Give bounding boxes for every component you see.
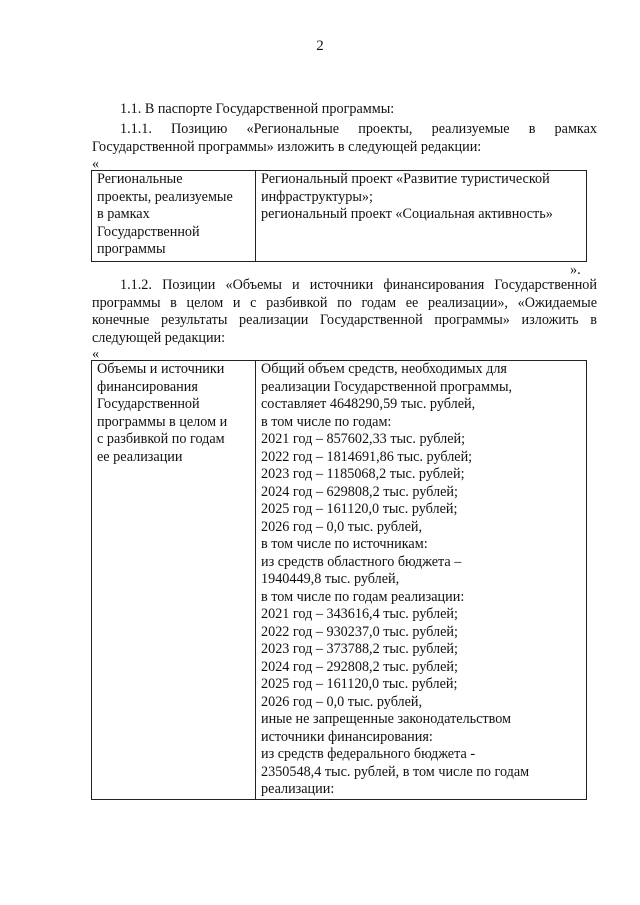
- table2-right-line: реализации:: [261, 781, 335, 797]
- regional-projects-table: [91, 170, 587, 262]
- table2-right-line: 2025 год – 161120,0 тыс. рублей;: [261, 501, 458, 517]
- table2-right-line: 2026 год – 0,0 тыс. рублей,: [261, 693, 423, 710]
- table-row: [92, 361, 587, 800]
- table1-left-line: в рамках: [97, 206, 150, 222]
- table2-right-line: 2024 год – 629808,2 тыс. рублей;: [261, 483, 458, 500]
- table2-right-line: 2350548,4 тыс. рублей, в том числе по годам: [261, 763, 530, 780]
- table2-right-line: 1940449,8 тыс. рублей,: [261, 571, 400, 587]
- table2-right-line: источники финансирования:: [261, 728, 433, 745]
- table-row: [92, 171, 587, 262]
- table2-left-line: финансирования: [97, 378, 198, 395]
- table2-right-line: 2026 год – 0,0 тыс. рублей,: [261, 518, 423, 535]
- section-1-1-heading: 1.1. В паспорте Государственной программы:: [120, 101, 395, 117]
- table2-right-line: в том числе по источникам:: [261, 536, 428, 552]
- section-1-1-2-line-1: 1.1.2. Позиции «Объемы и источники финансирования Государственной: [120, 277, 597, 293]
- table2-left-line: с разбивкой по годам: [97, 431, 225, 447]
- table2-right-line: реализации Государственной программы,: [261, 378, 513, 395]
- table2-left-line: Объемы и источники: [97, 361, 225, 377]
- section-1-1-1-paragraph: [92, 121, 597, 156]
- section-1-1-2-line-2: программы в целом и с разбивкой по годам ее реализации», «Ожидаемые: [92, 294, 597, 311]
- table2-left-line: программы в целом и: [97, 413, 228, 430]
- table2-right-cell: [256, 361, 587, 800]
- section-1-1-2-paragraph: [92, 277, 597, 347]
- section-1-1-2-line-3: конечные результаты реализации Государственной программы» изложить в: [92, 312, 597, 328]
- table2-right-line: иные не запрещенные законодательством: [261, 711, 512, 727]
- table2-right-line: 2021 год – 343616,4 тыс. рублей;: [261, 606, 458, 622]
- quote-open-2: «: [92, 346, 100, 362]
- table1-left-line: Региональные: [97, 171, 183, 187]
- quote-close-1: ».: [570, 262, 581, 278]
- page-number: 2: [316, 38, 324, 54]
- table2-right-line: 2023 год – 373788,2 тыс. рублей;: [261, 641, 458, 657]
- table2-right-line: 2021 год – 857602,33 тыс. рублей;: [261, 431, 466, 447]
- table1-left-line: программы: [97, 241, 166, 257]
- table1-left-line: проекты, реализуемые: [97, 188, 233, 205]
- table1-right-line: Региональный проект «Развитие туристической: [261, 171, 550, 187]
- table2-left-line: ее реализации: [97, 448, 183, 465]
- table1-right-line: региональный проект «Социальная активность»: [261, 206, 553, 222]
- section-1-1-1-line-1: 1.1.1. Позицию «Региональные проекты, реализуемые в рамках: [120, 121, 597, 137]
- table1-right-cell: [256, 171, 587, 262]
- table2-right-line: Общий объем средств, необходимых для: [261, 361, 507, 377]
- quote-open-1: «: [92, 156, 100, 172]
- table1-left-cell: [92, 171, 256, 262]
- financing-table: [91, 360, 587, 800]
- section-1-1-1-line-2: Государственной программы» изложить в следующей редакции:: [92, 138, 482, 155]
- table2-right-line: в том числе по годам реализации:: [261, 588, 465, 605]
- table2-right-line: 2023 год – 1185068,2 тыс. рублей;: [261, 466, 465, 482]
- table2-right-line: составляет 4648290,59 тыс. рублей,: [261, 396, 476, 412]
- table2-right-line: из средств федерального бюджета -: [261, 746, 476, 762]
- table2-right-line: 2022 год – 930237,0 тыс. рублей;: [261, 623, 458, 640]
- table1-left-line: Государственной: [97, 223, 200, 240]
- table2-left-cell: [92, 361, 256, 800]
- table1-right-line: инфраструктуры»;: [261, 188, 373, 205]
- table2-right-line: из средств областного бюджета –: [261, 553, 462, 570]
- table2-right-line: 2025 год – 161120,0 тыс. рублей;: [261, 676, 458, 692]
- table2-right-line: 2022 год – 1814691,86 тыс. рублей;: [261, 448, 473, 465]
- table2-right-line: 2024 год – 292808,2 тыс. рублей;: [261, 658, 458, 675]
- table2-right-line: в том числе по годам:: [261, 413, 392, 430]
- table2-left-line: Государственной: [97, 396, 200, 412]
- section-1-1-2-line-4: следующей редакции:: [92, 329, 226, 346]
